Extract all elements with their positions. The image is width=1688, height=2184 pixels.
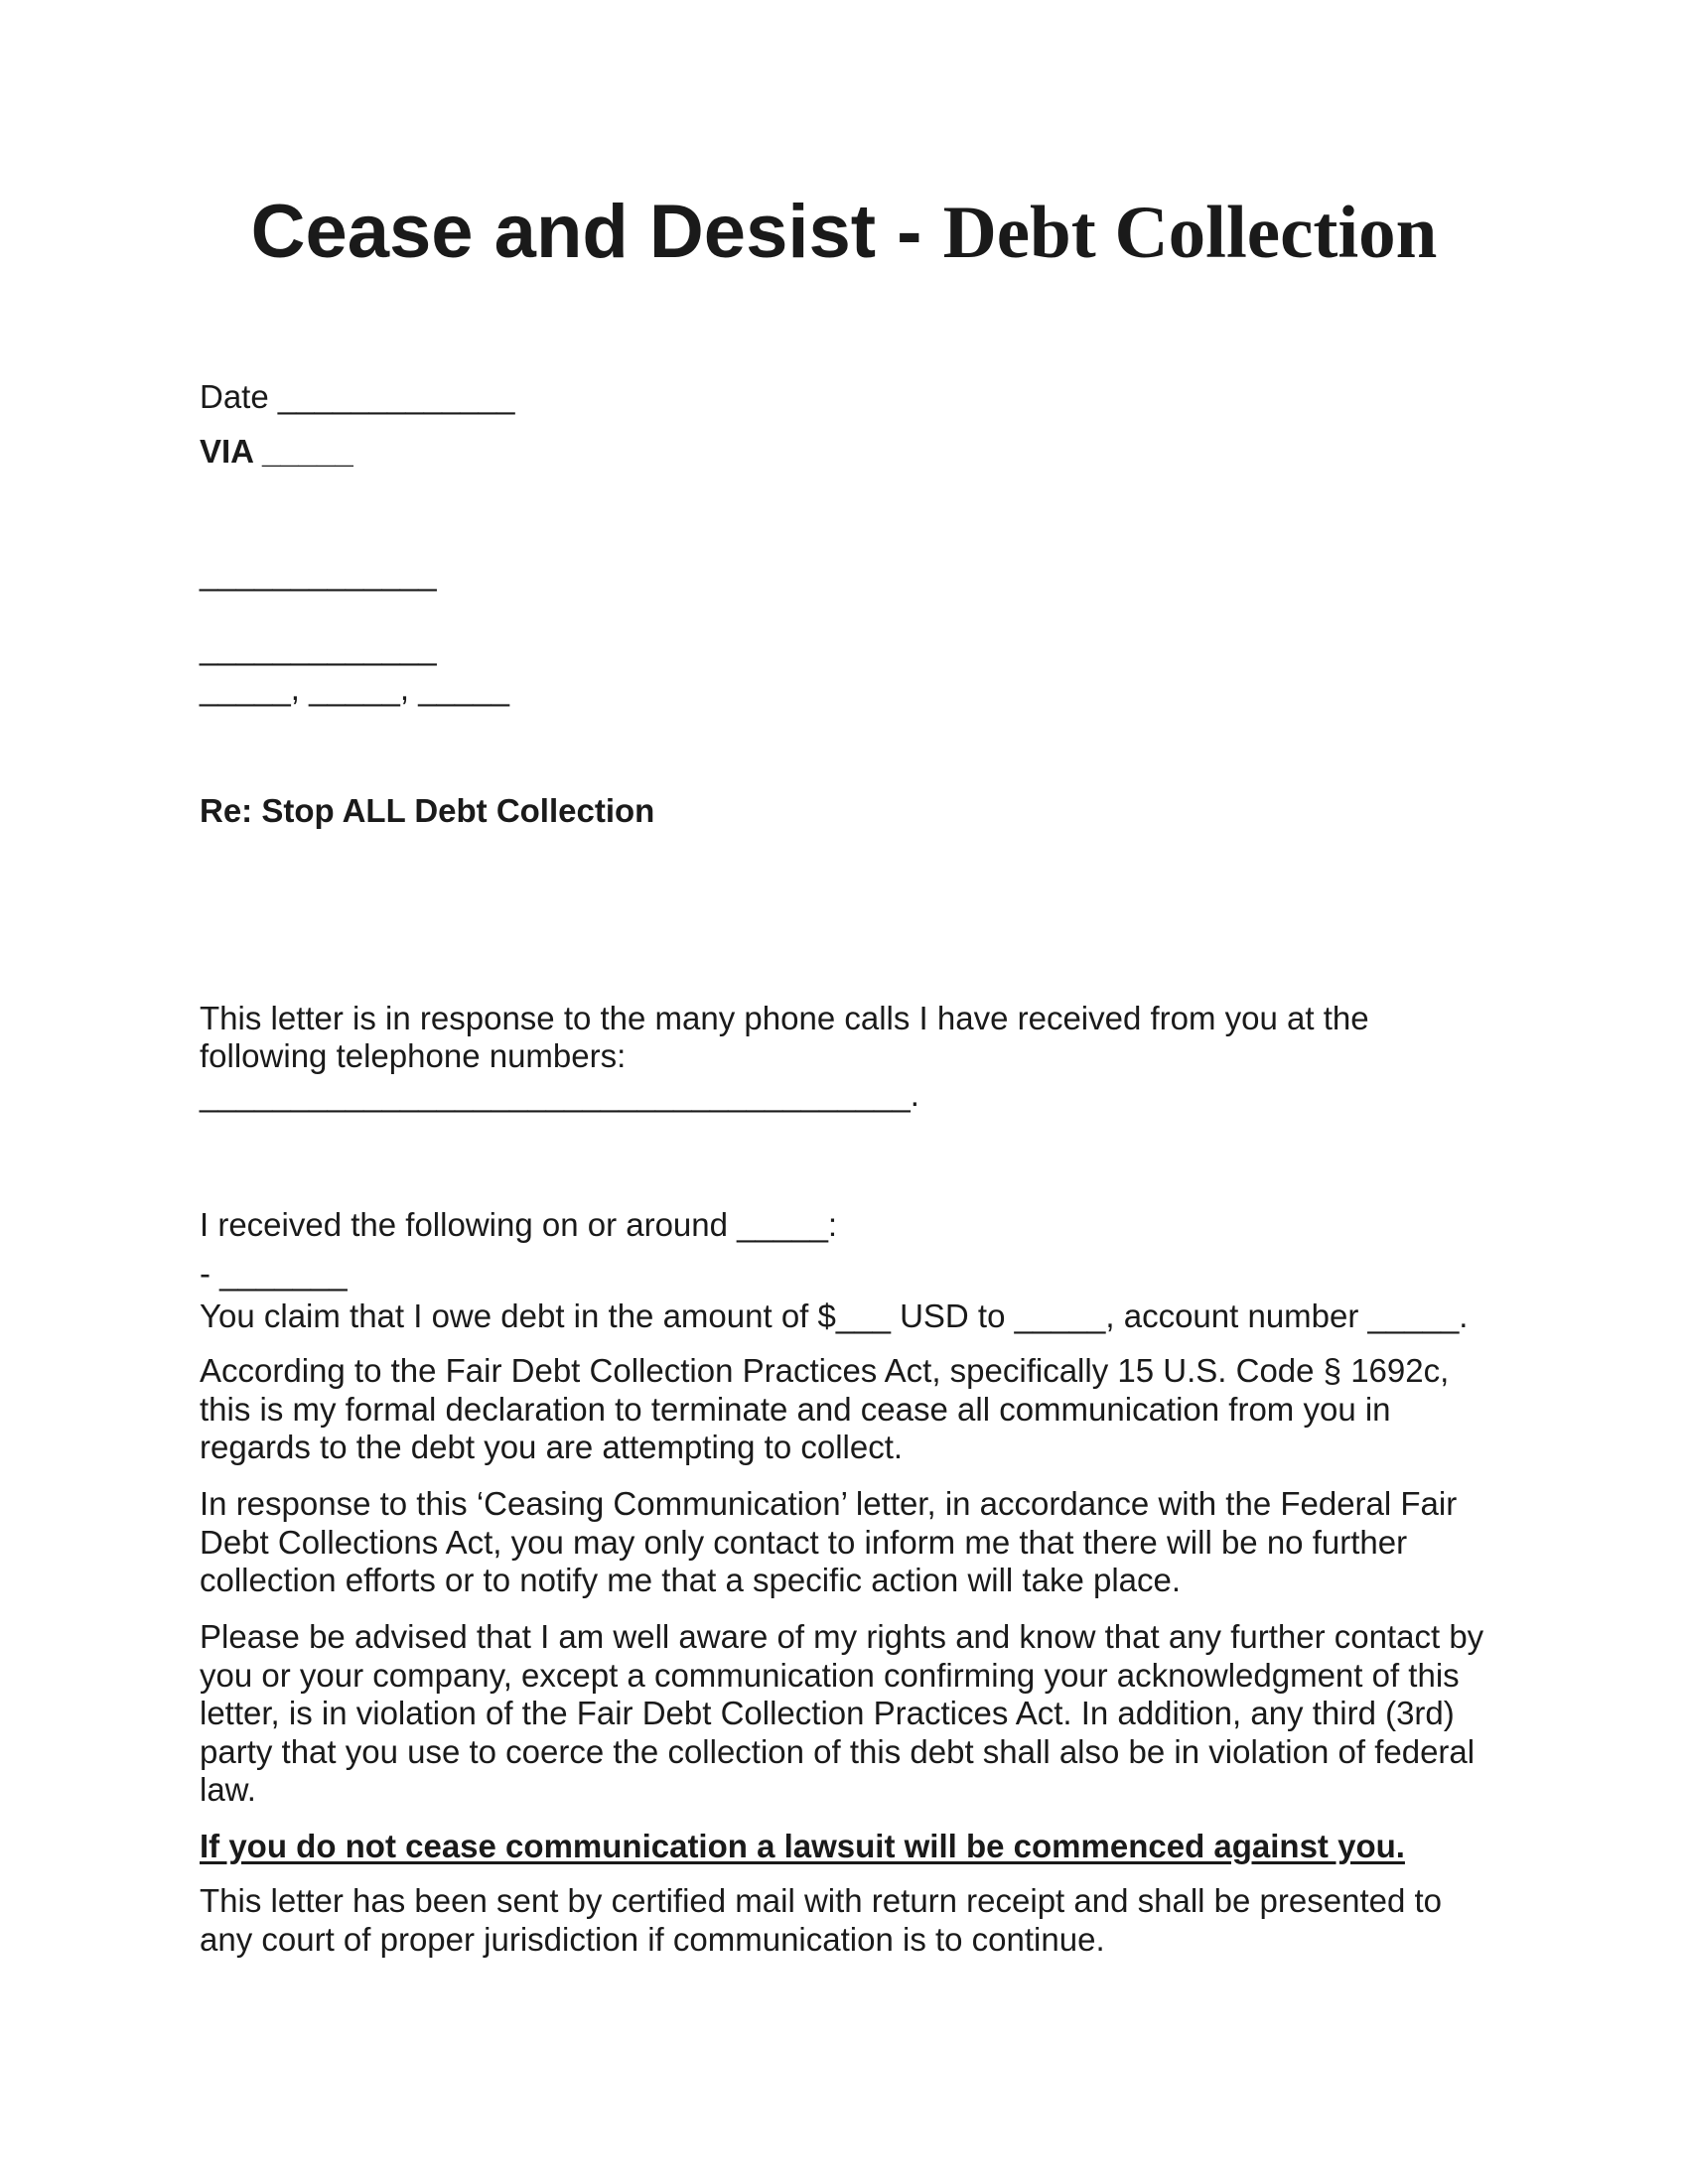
certified-paragraph: This letter has been sent by certified mail with return receipt and shall be presented to any court of proper jurisdiction if communication is to continue.: [200, 1882, 1443, 1958]
dash-item: - _______: [200, 1255, 348, 1292]
intro-line-3: _______________________________________.: [200, 1076, 919, 1113]
fdcpa-paragraph: According to the Fair Debt Collection Practices Act, specifically 15 U.S. Code § 1692c, this is my formal declaration to terminate and cease all communication from you in regards to the debt you are attempting to collect.: [200, 1352, 1450, 1465]
claim-line: You claim that I owe debt in the amount of $___ USD to _____, account number _____.: [200, 1297, 1469, 1334]
advised-paragraph: Please be advised that I am well aware of my rights and know that any further contact by you or your company, except a communication confirming your acknowledgment of this letter, is in violation of the Fair Debt Collection Practices Act. In addition, any third (3rd) party that you use to coerce the collection of this debt shall also be in violation of federal law.: [200, 1618, 1484, 1808]
document-title: [0, 190, 1688, 274]
received-line: I received the following on or around _____:: [200, 1206, 838, 1243]
intro-line-1: This letter is in response to the many phone calls I have received from you at the: [200, 1000, 1369, 1036]
via-line: VIA _____: [200, 433, 353, 470]
response-paragraph: In response to this ‘Ceasing Communication’ letter, in accordance with the Federal Fair Debt Collections Act, you may only contact to inform me that there will be no further collection efforts or to notify me that a specific action will take place.: [200, 1485, 1458, 1598]
address-line-3: _____, _____, _____: [200, 670, 509, 707]
title-part-1: Cease and Desist -: [250, 190, 943, 274]
date-line: Date _____________: [200, 378, 515, 415]
lawsuit-warning: If you do not cease communication a lawsuit will be commenced against you.: [200, 1828, 1405, 1864]
intro-line-2: following telephone numbers:: [200, 1037, 627, 1074]
title-part-2: Debt Collection: [942, 192, 1438, 274]
address-line-1: _____________: [200, 555, 437, 592]
subject-line: Re: Stop ALL Debt Collection: [200, 792, 655, 829]
address-line-2: _____________: [200, 629, 437, 666]
